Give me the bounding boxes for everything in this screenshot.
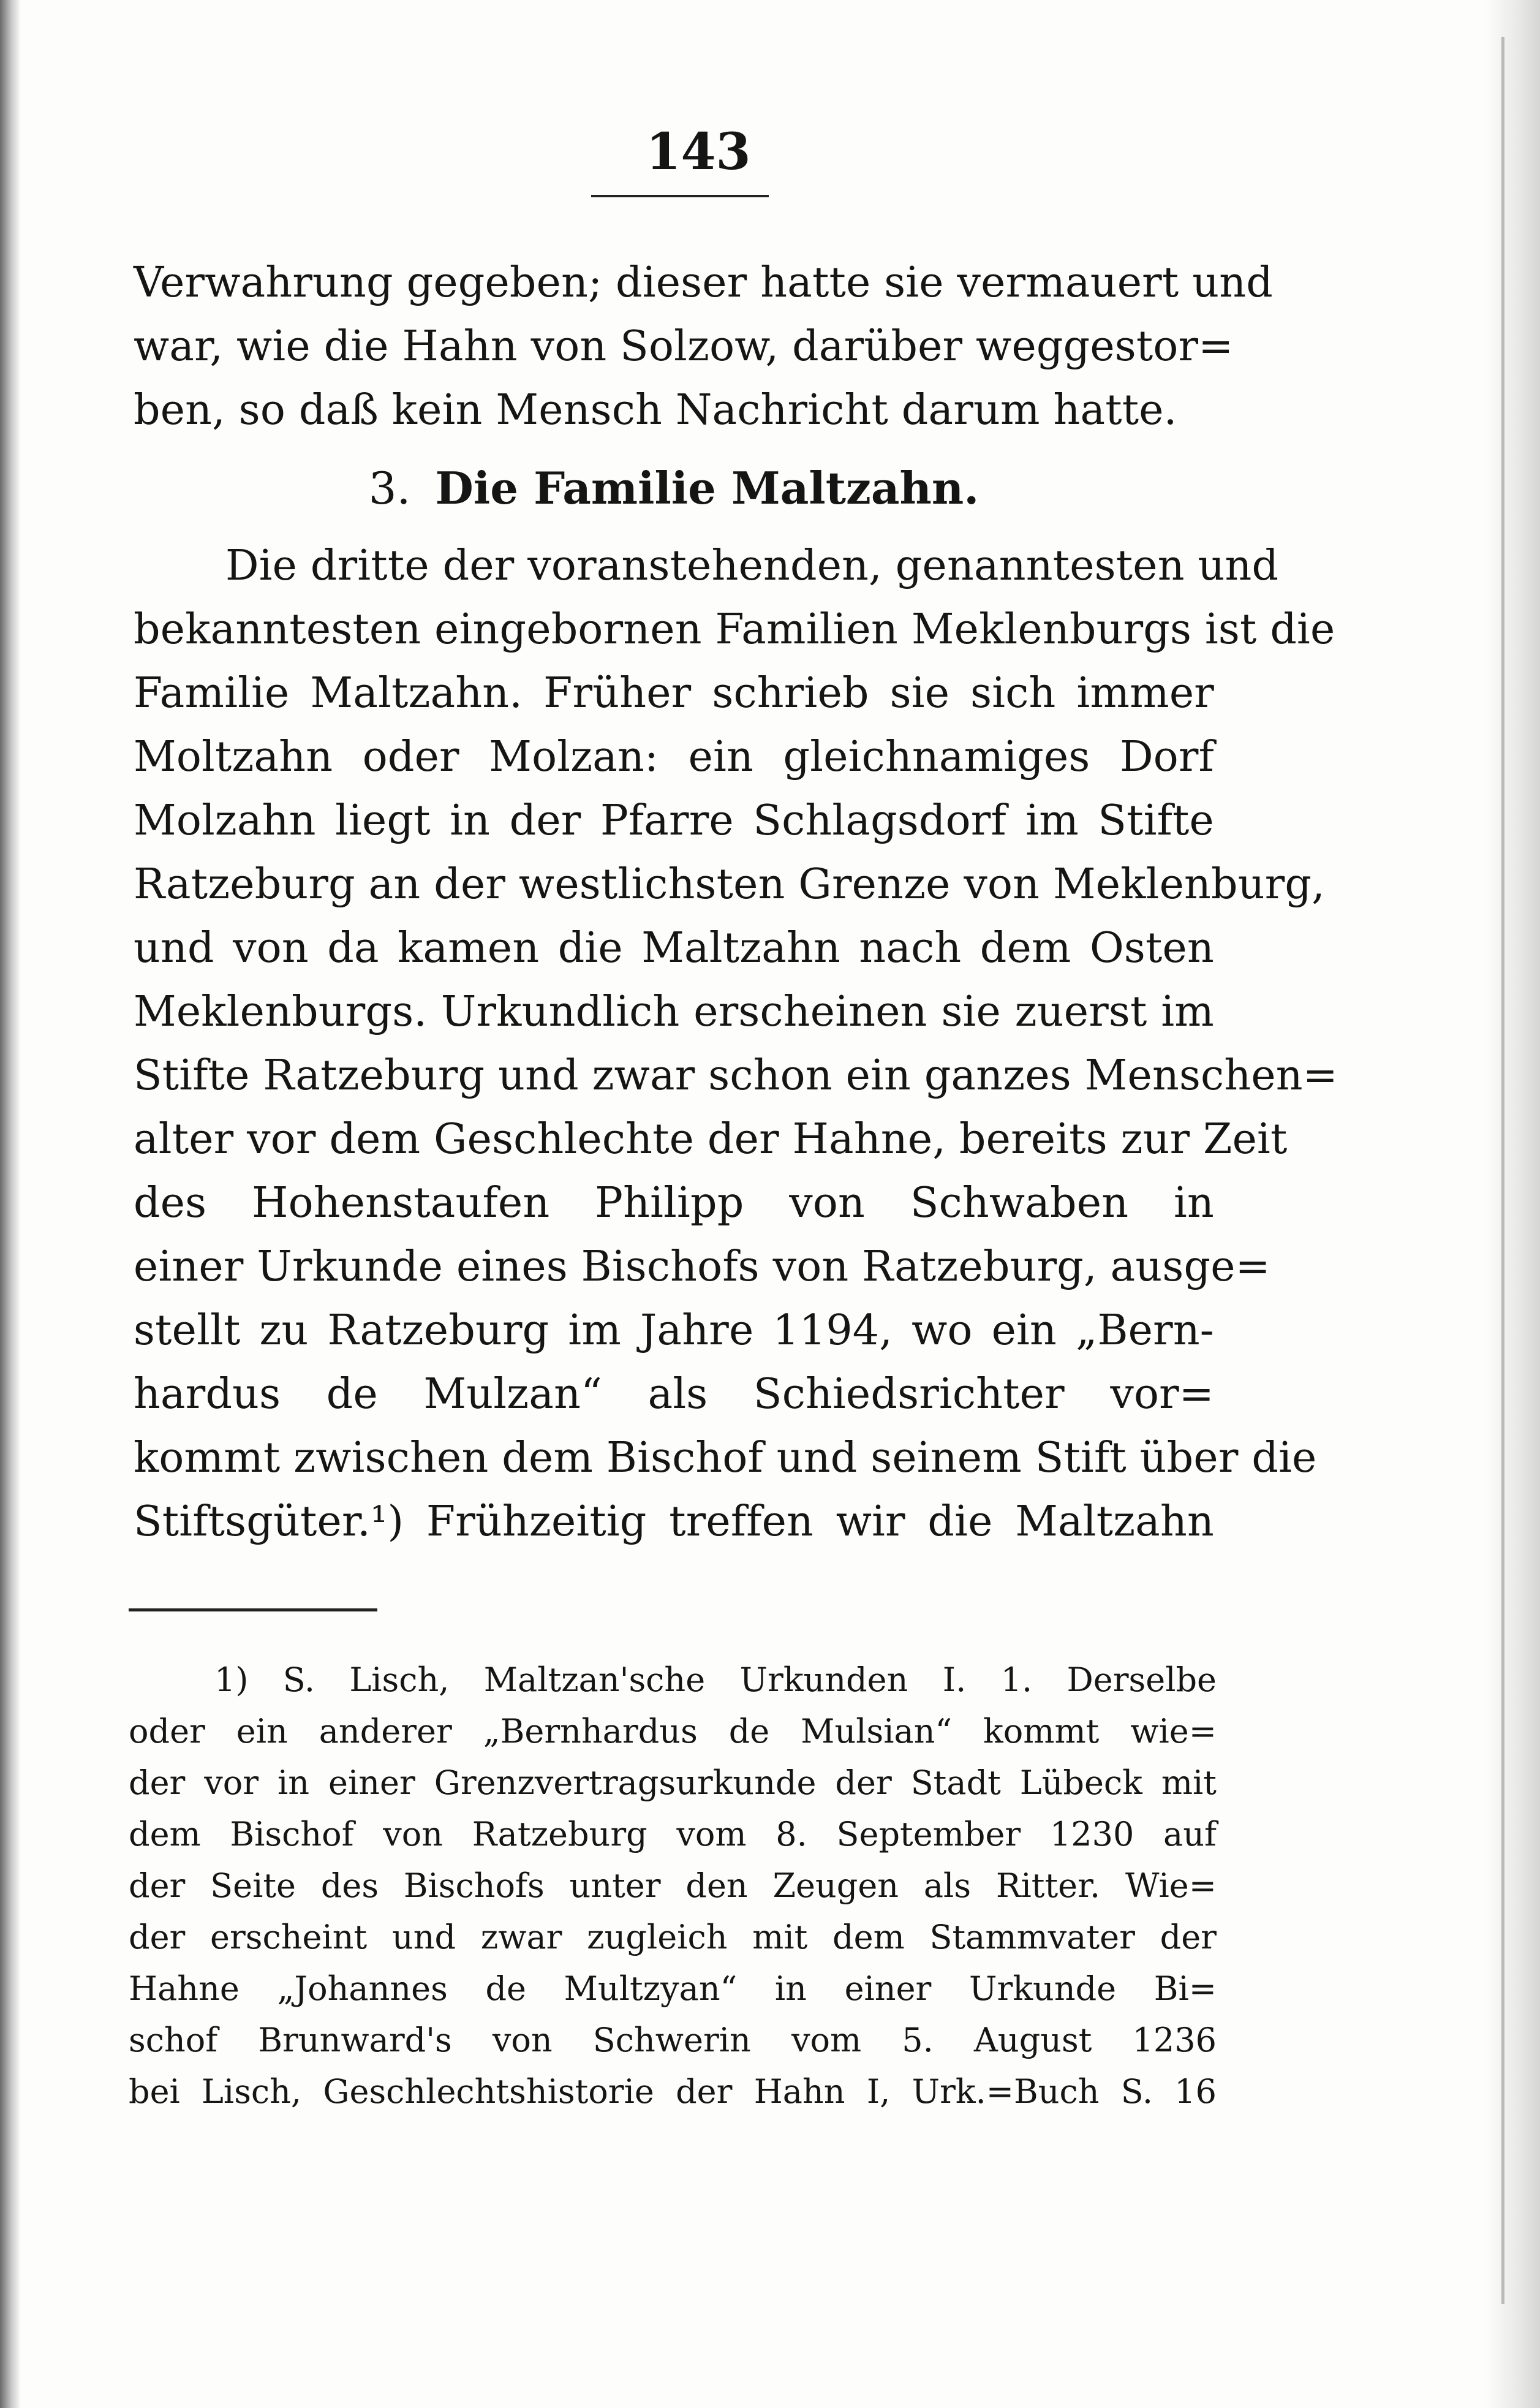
footnote-line: der vor in einer Grenzvertragsurkunde der Stadt Lübeck mit xyxy=(129,1763,1217,1802)
footnote-line: der erscheint und zwar zugleich mit dem Stammvater der xyxy=(129,1918,1217,1956)
text-line: Die dritte der voranstehenden, genanntesten und xyxy=(225,542,1279,590)
section-number: 3. xyxy=(368,463,411,514)
text-line: Stifte Ratzeburg und zwar schon ein ganzes Menschen= xyxy=(134,1051,1338,1100)
text-line: Meklenburgs. Urkundlich erscheinen sie zuerst im xyxy=(134,988,1214,1036)
text-line: Familie Maltzahn. Früher schrieb sie sich immer xyxy=(134,669,1214,717)
text-line: alter vor dem Geschlechte der Hahne, bereits zur Zeit xyxy=(134,1115,1288,1164)
text-line: stellt zu Ratzeburg im Jahre 1194, wo ein „Bern- xyxy=(134,1306,1214,1355)
text-line: bekanntesten eingebornen Familien Meklenburgs ist die xyxy=(134,605,1335,654)
footnote-line: schof Brunward's von Schwerin vom 5. August 1236 xyxy=(129,2021,1217,2059)
section-title: Die Familie Maltzahn. xyxy=(435,462,979,514)
text-line: kommt zwischen dem Bischof und seinem Stift über die xyxy=(134,1434,1317,1482)
page-number-rule xyxy=(591,195,769,197)
footnote-line: 1) S. Lisch, Maltzan'sche Urkunden I. 1. Derselbe xyxy=(214,1660,1217,1699)
text-line: Molzahn liegt in der Pfarre Schlagsdorf im Stifte xyxy=(134,797,1214,845)
text-line: war, wie die Hahn von Solzow, darüber weggestor= xyxy=(134,322,1234,371)
section-heading xyxy=(134,442,1214,534)
text-line: Verwahrung gegeben; dieser hatte sie vermauert und xyxy=(134,259,1273,307)
text-line: hardus de Mulzan“ als Schiedsrichter vor= xyxy=(134,1370,1214,1418)
text-line: Moltzahn oder Molzan: ein gleichnamiges Dorf xyxy=(134,733,1214,781)
footnote-line: bei Lisch, Geschlechtshistorie der Hahn I, Urk.=Buch S. 16 xyxy=(129,2072,1217,2111)
page-number: 143 xyxy=(646,123,751,181)
text-line: Stiftsgüter.¹) Frühzeitig treffen wir die Maltzahn xyxy=(134,1497,1214,1546)
text-line: ben, so daß kein Mensch Nachricht darum hatte. xyxy=(134,386,1177,434)
text-line: Ratzeburg an der westlichsten Grenze von Meklenburg, xyxy=(134,860,1325,909)
main-text xyxy=(134,251,1338,1554)
text-line: des Hohenstaufen Philipp von Schwaben in xyxy=(134,1179,1214,1227)
footnote-line: der Seite des Bischofs unter den Zeugen als Ritter. Wie= xyxy=(129,1866,1217,1905)
footnote-separator xyxy=(129,1608,377,1611)
footnote-line: Hahne „Johannes de Multzyan“ in einer Urkunde Bi= xyxy=(129,1969,1217,2008)
text-line: und von da kamen die Maltzahn nach dem Osten xyxy=(134,924,1214,972)
page-binding-shadow xyxy=(0,0,21,2408)
footnotes xyxy=(129,1654,1217,2118)
page-edge-shadow xyxy=(1485,0,1540,2408)
footnote-line: oder ein anderer „Bernhardus de Mulsian“ kommt wie= xyxy=(129,1712,1217,1751)
text-line: einer Urkunde eines Bischofs von Ratzeburg, ausge= xyxy=(134,1243,1270,1291)
page-edge-line xyxy=(1501,37,1504,2304)
footnote-line: dem Bischof von Ratzeburg vom 8. September 1230 auf xyxy=(129,1815,1217,1853)
